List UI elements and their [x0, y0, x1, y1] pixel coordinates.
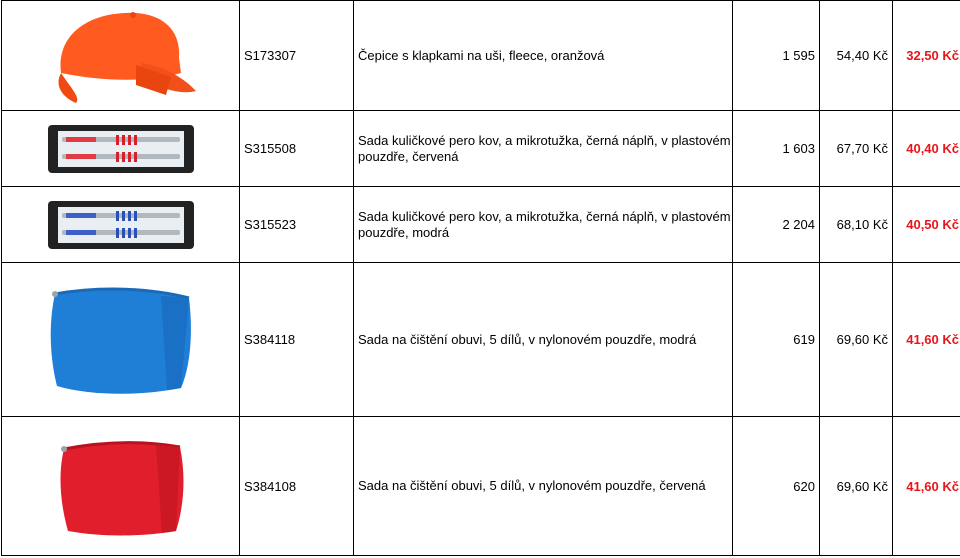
product-name: Sada na čištění obuvi, 5 dílů, v nylonovém pouzdře, červená [354, 417, 733, 556]
product-sale-price: 41,60 Kč [893, 417, 960, 556]
product-qty: 619 [733, 263, 820, 417]
product-image-cell [2, 263, 240, 417]
product-code: S315508 [240, 111, 354, 187]
product-code: S315523 [240, 187, 354, 263]
product-qty: 1 603 [733, 111, 820, 187]
table-row [2, 111, 960, 187]
table-row [2, 417, 960, 556]
product-name: Sada kuličkové pero kov, a mikrotužka, černá náplň, v plastovém pouzdře, červená [354, 111, 733, 187]
product-sale-price: 40,40 Kč [893, 111, 960, 187]
product-code: S384118 [240, 263, 354, 417]
product-image-cell [2, 417, 240, 556]
product-image-cell [2, 187, 240, 263]
table-row [2, 187, 960, 263]
product-price: 68,10 Kč [820, 187, 893, 263]
table-row [2, 1, 960, 111]
product-sale-price: 40,50 Kč [893, 187, 960, 263]
product-price: 69,60 Kč [820, 417, 893, 556]
product-code: S384108 [240, 417, 354, 556]
orange-cap-image [41, 3, 201, 109]
product-code: S173307 [240, 1, 354, 111]
red-pen-set-image [46, 121, 196, 177]
product-table [1, 0, 960, 556]
product-price: 69,60 Kč [820, 263, 893, 417]
product-qty: 1 595 [733, 1, 820, 111]
product-qty: 2 204 [733, 187, 820, 263]
table-row [2, 263, 960, 417]
product-price: 67,70 Kč [820, 111, 893, 187]
blue-pen-set-image [46, 197, 196, 253]
product-sale-price: 41,60 Kč [893, 263, 960, 417]
product-qty: 620 [733, 417, 820, 556]
red-pouch-image [46, 431, 196, 541]
product-sale-price: 32,50 Kč [893, 1, 960, 111]
product-image-cell [2, 111, 240, 187]
product-name: Čepice s klapkami na uši, fleece, oranžová [354, 1, 733, 111]
blue-pouch-image [41, 280, 201, 400]
product-name: Sada kuličkové pero kov, a mikrotužka, černá náplň, v plastovém pouzdře, modrá [354, 187, 733, 263]
product-price: 54,40 Kč [820, 1, 893, 111]
product-image-cell [2, 1, 240, 111]
product-name: Sada na čištění obuvi, 5 dílů, v nylonovém pouzdře, modrá [354, 263, 733, 417]
